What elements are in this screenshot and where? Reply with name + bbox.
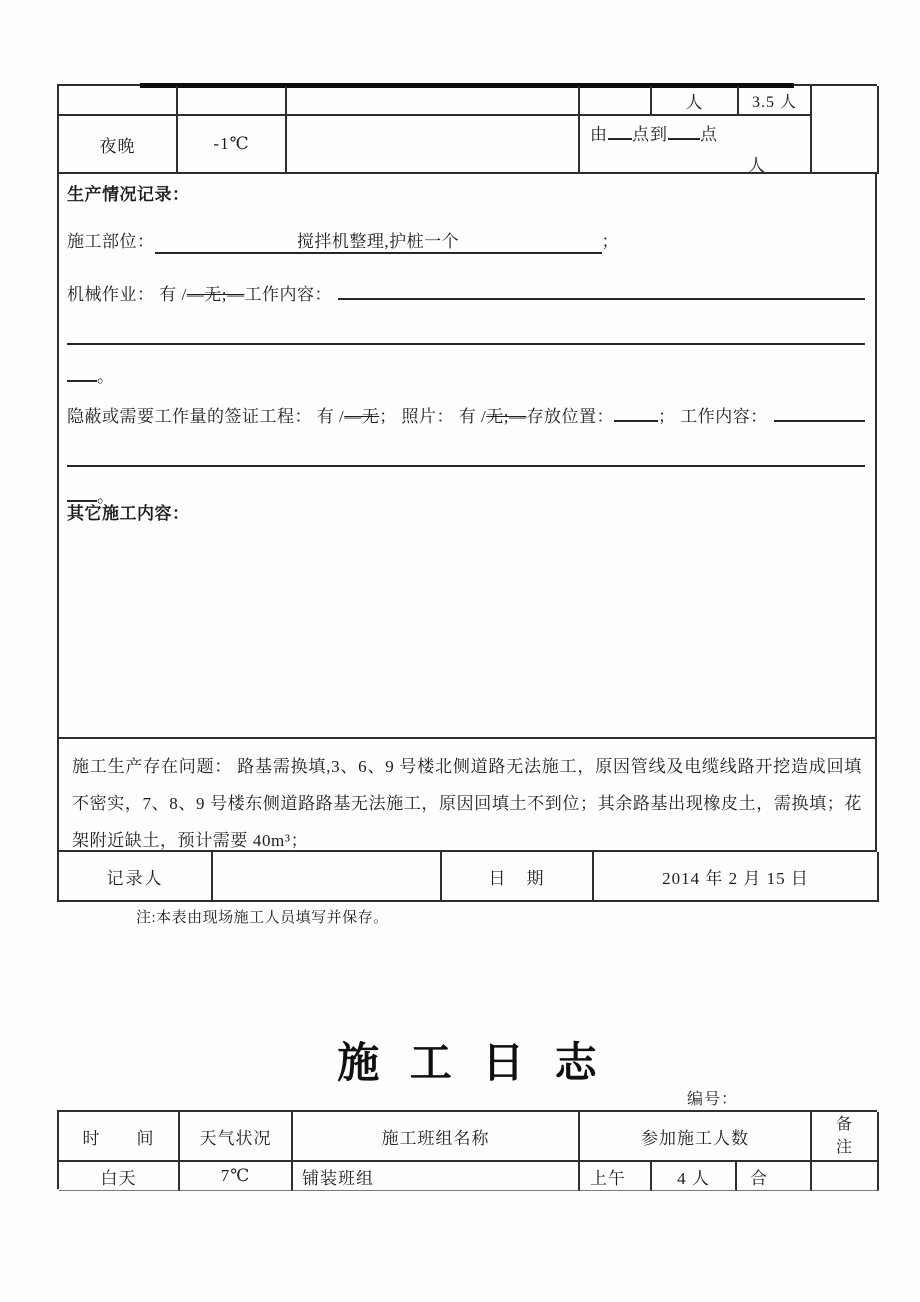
storage-location-label: 存放位置： (526, 407, 614, 426)
hidden-works-line (67, 402, 865, 427)
hidden-none-struck: —无 (344, 407, 380, 426)
cell-time-range (580, 116, 812, 174)
work-location-value: 搅拌机整理,护桩一个 (296, 232, 460, 251)
production-problems-text: 施工生产存在问题： 路基需换填,3、6、9 号楼北侧道路无法施工，原因管线及电缆线路开挖造成回填不密实，7、8、9 号楼东侧道路路基无法施工，原因回填土不到位；其余路基出现橡皮土，需换填；花架附近缺土，预计需要 40m³； (72, 757, 862, 850)
cell-empty (178, 86, 287, 116)
period-line (67, 362, 115, 387)
date-label: 日 期 (488, 868, 546, 888)
daytime-label: 白天 (100, 1168, 137, 1188)
morning-label: 上午 (590, 1168, 626, 1188)
hidden-works-label: 隐蔽或需要工作量的签证工程： 有 / (67, 407, 345, 426)
date-value: 2014 年 2 月 15 日 (662, 868, 809, 888)
production-problems-cell (57, 737, 877, 852)
cell-morning-count (652, 1162, 737, 1191)
cell-team-name (293, 1162, 580, 1191)
cell-empty (287, 116, 580, 174)
ruled-line (67, 343, 865, 345)
cell-date-label (442, 852, 594, 902)
period-mark: 。 (97, 367, 115, 386)
machinery-none-struck: —无;— (186, 285, 245, 304)
machinery-label: 机械作业： 有 / (67, 285, 187, 304)
cell-worker-unit (652, 86, 739, 116)
cell-total-label (737, 1162, 812, 1191)
header-remark-char-1: 备 (835, 1116, 853, 1133)
production-record-section (57, 172, 877, 737)
worker-unit-label: 人 (685, 92, 704, 112)
upper-table-fragment (57, 84, 877, 175)
machinery-content-label: 工作内容： (244, 285, 332, 304)
cell-recorder-signature-empty (213, 852, 442, 902)
cell-date-value (594, 852, 879, 902)
hidden-content-label: ； 工作内容： (657, 407, 768, 426)
cell-recorder-label (59, 852, 213, 902)
blank-underline (608, 135, 632, 140)
time-range-to: 点到 (632, 125, 668, 144)
production-record-heading: 生产情况记录： (67, 185, 190, 204)
time-range-dot: 点 (700, 125, 718, 144)
cell-empty (287, 86, 580, 116)
time-range-from: 由 (590, 125, 608, 144)
worker-count-value: 3.5 人 (751, 93, 797, 111)
serial-number-label: 编号： (687, 1091, 739, 1108)
header-remark-char-2: 注 (835, 1139, 853, 1156)
total-label: 合 (750, 1168, 768, 1188)
night-worker-unit: 人 (748, 156, 766, 175)
blank-underline (67, 377, 97, 382)
header-remark (812, 1112, 879, 1162)
cell-empty (59, 86, 178, 116)
hidden-photo-label: ； 照片： 有 / (379, 407, 487, 426)
cell-remark-empty (812, 1162, 879, 1191)
blank-underline (614, 417, 658, 422)
cell-empty (580, 86, 652, 116)
work-location-tail: ； (601, 232, 619, 251)
night-label: 夜晚 (99, 136, 136, 156)
header-weather (180, 1112, 293, 1162)
page-title: 施 工 日 志 (337, 1041, 607, 1087)
header-worker-count (580, 1112, 812, 1162)
day-temperature-value: 7℃ (220, 1166, 251, 1185)
cell-day-temperature (180, 1162, 293, 1191)
header-team-name (293, 1112, 580, 1162)
work-location-blank (155, 227, 602, 254)
header-weather-label: 天气状况 (199, 1128, 272, 1148)
signature-row (57, 852, 877, 902)
cell-daytime (59, 1162, 180, 1191)
cell-morning (580, 1162, 652, 1191)
cell-night (59, 116, 178, 174)
header-team-name-label: 施工班组名称 (381, 1128, 490, 1148)
other-works-heading: 其它施工内容： (67, 504, 190, 523)
daily-log-table (57, 1110, 877, 1189)
night-temperature-value: -1℃ (213, 134, 250, 153)
header-time-label: 时 间 (82, 1128, 155, 1148)
ruled-line (67, 465, 865, 467)
time-range-line (590, 120, 718, 145)
cell-worker-count (739, 86, 812, 116)
period-mark: 。 (97, 487, 115, 506)
header-time (59, 1112, 180, 1162)
recorder-label: 记录人 (106, 868, 164, 888)
team-name-value: 铺装班组 (302, 1168, 374, 1188)
blank-underline-fill (774, 417, 865, 422)
cell-remark-empty (812, 86, 879, 174)
cell-night-temperature (178, 116, 287, 174)
machinery-line (67, 280, 865, 305)
header-worker-count-label: 参加施工人数 (641, 1128, 749, 1148)
photo-none-struck: 无;— (486, 407, 527, 426)
morning-count-value: 4 人 (677, 1168, 710, 1188)
footnote: 注:本表由现场施工人员填写并保存。 (136, 910, 389, 926)
work-location-label: 施工部位： (67, 232, 155, 251)
blank-underline (668, 135, 700, 140)
blank-underline-fill (338, 295, 865, 300)
work-location-line (67, 227, 619, 254)
